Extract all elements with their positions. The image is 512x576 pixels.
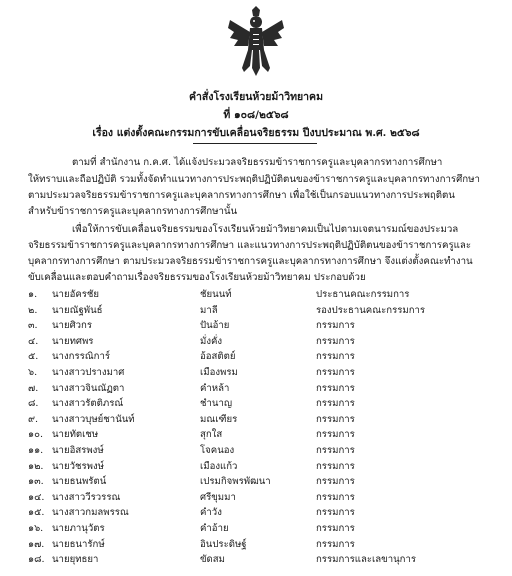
member-first-name: นายศิวกร: [52, 320, 93, 332]
member-role: กรรมการ: [316, 476, 355, 488]
member-first-name: นางสาวรัตติภรณ์: [52, 398, 124, 410]
member-role: กรรมการ: [316, 351, 355, 363]
committee-member-row: [28, 552, 498, 570]
member-number: ๖.: [28, 367, 38, 378]
member-number: ๑.: [28, 289, 38, 300]
member-first-name: นายณัฐพันธ์: [52, 304, 103, 316]
order-number: ที่ ๑๐๘/๒๕๖๘: [223, 109, 289, 121]
member-first-name: นางสาวจินณัฏตา: [52, 382, 125, 394]
member-number: ๓.: [28, 320, 38, 332]
member-last-name: ขัดสม: [200, 554, 225, 566]
member-role: กรรมการ: [316, 382, 355, 394]
member-last-name: โจคนอง: [200, 445, 235, 456]
member-last-name: ชัยนนท์: [200, 289, 232, 300]
member-last-name: เมืองพรม: [200, 367, 238, 378]
member-role: กรรมการ: [316, 538, 355, 550]
member-number: ๑๖.: [28, 523, 44, 534]
member-first-name: นายยุทธยา: [52, 554, 99, 566]
member-role: กรรมการ: [316, 507, 355, 519]
paragraph-1-line-2: ให้ทราบและถือปฏิบัติ รวมทั้งจัดทำแนวทางการประพฤติปฏิบัติตนของข้าราชการครูและบุคลากรทางการศึกษา: [28, 174, 480, 185]
member-role: กรรมการ: [316, 320, 355, 332]
member-first-name: นางสาววีรวรรณ: [52, 491, 121, 503]
member-number: ๒.: [28, 304, 38, 316]
member-number: ๑๓.: [28, 476, 44, 488]
member-last-name: สุกใส: [200, 429, 223, 441]
order-subject: เรื่อง แต่งตั้งคณะกรรมการขับเคลื่อนจริยธรรม ปีงบประมาณ พ.ศ. ๒๕๖๘: [92, 127, 420, 139]
member-number: ๑๘.: [28, 554, 45, 566]
member-first-name: นายธนพรัตน์: [52, 476, 107, 488]
member-first-name: นางกรรณิการ์: [52, 351, 110, 363]
paragraph-2-line-4: ขับเคลื่อนและตอบคำถามเรื่องจริยธรรมของโรงเรียนห้วยม้าวิทยาคม ประกอบด้วย: [28, 272, 366, 283]
member-first-name: นายธนารักษ์: [52, 538, 105, 550]
member-role: กรรมการ: [316, 445, 355, 456]
garuda-emblem-icon: [226, 6, 286, 80]
member-first-name: นายทัตเชษ: [52, 429, 99, 441]
member-role: กรรมการ: [316, 398, 355, 410]
member-first-name: นางสาวบุษย์ชานันท์: [52, 413, 135, 425]
member-role: กรรมการ: [316, 429, 355, 441]
member-number: ๔.: [28, 335, 39, 347]
member-first-name: นายภานุวัตร: [52, 523, 105, 534]
member-last-name: ชำนาญ: [200, 398, 233, 410]
member-number: ๘.: [28, 398, 39, 410]
member-last-name: มาลี: [200, 304, 218, 316]
paragraph-1-line-4: สำหรับข้าราชการครูและบุคลากรทางการศึกษานั้น: [28, 206, 238, 217]
member-role: กรรมการและเลขานุการ: [316, 554, 417, 566]
member-role: ประธานคณะกรรมการ: [316, 289, 410, 300]
member-first-name: นายวัชรพงษ์: [52, 460, 104, 472]
paragraph-2-line-2: จริยธรรมข้าราชการครูและบุคลากรทางการศึกษา และแนวทางการประพฤติปฏิบัติตนของข้าราชการครูและ: [28, 240, 472, 251]
member-number: ๑๑.: [28, 445, 44, 456]
member-number: ๑๔.: [28, 491, 45, 503]
member-last-name: เมืองแก้ว: [200, 460, 238, 472]
member-last-name: คำวัง: [200, 507, 222, 519]
member-first-name: นางสาวปรางมาศ: [52, 367, 125, 378]
member-first-name: นางสาวกมลพรรณ: [52, 507, 129, 519]
member-last-name: มั่งคั่ง: [200, 335, 223, 347]
member-first-name: นายอิสรพงษ์: [52, 445, 104, 456]
member-first-name: นายทศพร: [52, 335, 94, 347]
order-title: คำสั่งโรงเรียนห้วยม้าวิทยาคม: [188, 91, 324, 103]
member-last-name: เปรมกิจพรพัฒนา: [200, 476, 271, 488]
member-last-name: อ้อสติตย์: [200, 351, 236, 363]
member-role: รองประธานคณะกรรมการ: [316, 304, 426, 316]
header-divider: [193, 143, 317, 144]
member-first-name: นายอัครชัย: [52, 289, 100, 300]
paragraph-1-line-1: ตามที่ สำนักงาน ก.ค.ศ. ได้แจ้งประมวลจริยธรรมข้าราชการครูและบุคลากรทางการศึกษา: [72, 157, 443, 168]
member-last-name: ปันอ้าย: [200, 320, 230, 332]
member-role: กรรมการ: [316, 460, 355, 472]
member-number: ๑๒.: [28, 460, 44, 472]
member-number: ๑๕.: [28, 507, 45, 519]
paragraph-2-line-3: บุคลากรทางการศึกษา ตามประมวลจริยธรรมข้าราชการครูและบุคลากรทางการศึกษา จึงแต่งตั้งคณะทำงาน: [28, 256, 473, 267]
member-role: กรรมการ: [316, 335, 355, 347]
paragraph-2-line-1: เพื่อให้การขับเคลื่อนจริยธรรมของโรงเรียนห้วยม้าวิทยาคมเป็นไปตามเจตนารมณ์ของประมวล: [72, 224, 459, 235]
member-number: ๕.: [28, 351, 39, 363]
member-role: กรรมการ: [316, 413, 355, 425]
member-last-name: มณเฑียร: [200, 413, 238, 425]
member-number: ๑๗.: [28, 538, 45, 550]
member-last-name: ศรีขุมมา: [200, 491, 236, 503]
member-number: ๗.: [28, 382, 39, 394]
member-last-name: คำอ้าย: [200, 523, 229, 534]
member-last-name: อินประดิษฐ์: [200, 538, 247, 550]
member-last-name: คำหล้า: [200, 382, 230, 394]
member-role: กรรมการ: [316, 491, 355, 503]
paragraph-1-line-3: ตามประมวลจริยธรรมข้าราชการครูและบุคลากรทางการศึกษา เพื่อใช้เป็นกรอบแนวทางการประพฤติตน: [28, 190, 455, 201]
member-role: กรรมการ: [316, 367, 355, 378]
member-number: ๑๐.: [28, 429, 43, 441]
member-role: กรรมการ: [316, 523, 355, 534]
member-number: ๙.: [28, 413, 39, 425]
